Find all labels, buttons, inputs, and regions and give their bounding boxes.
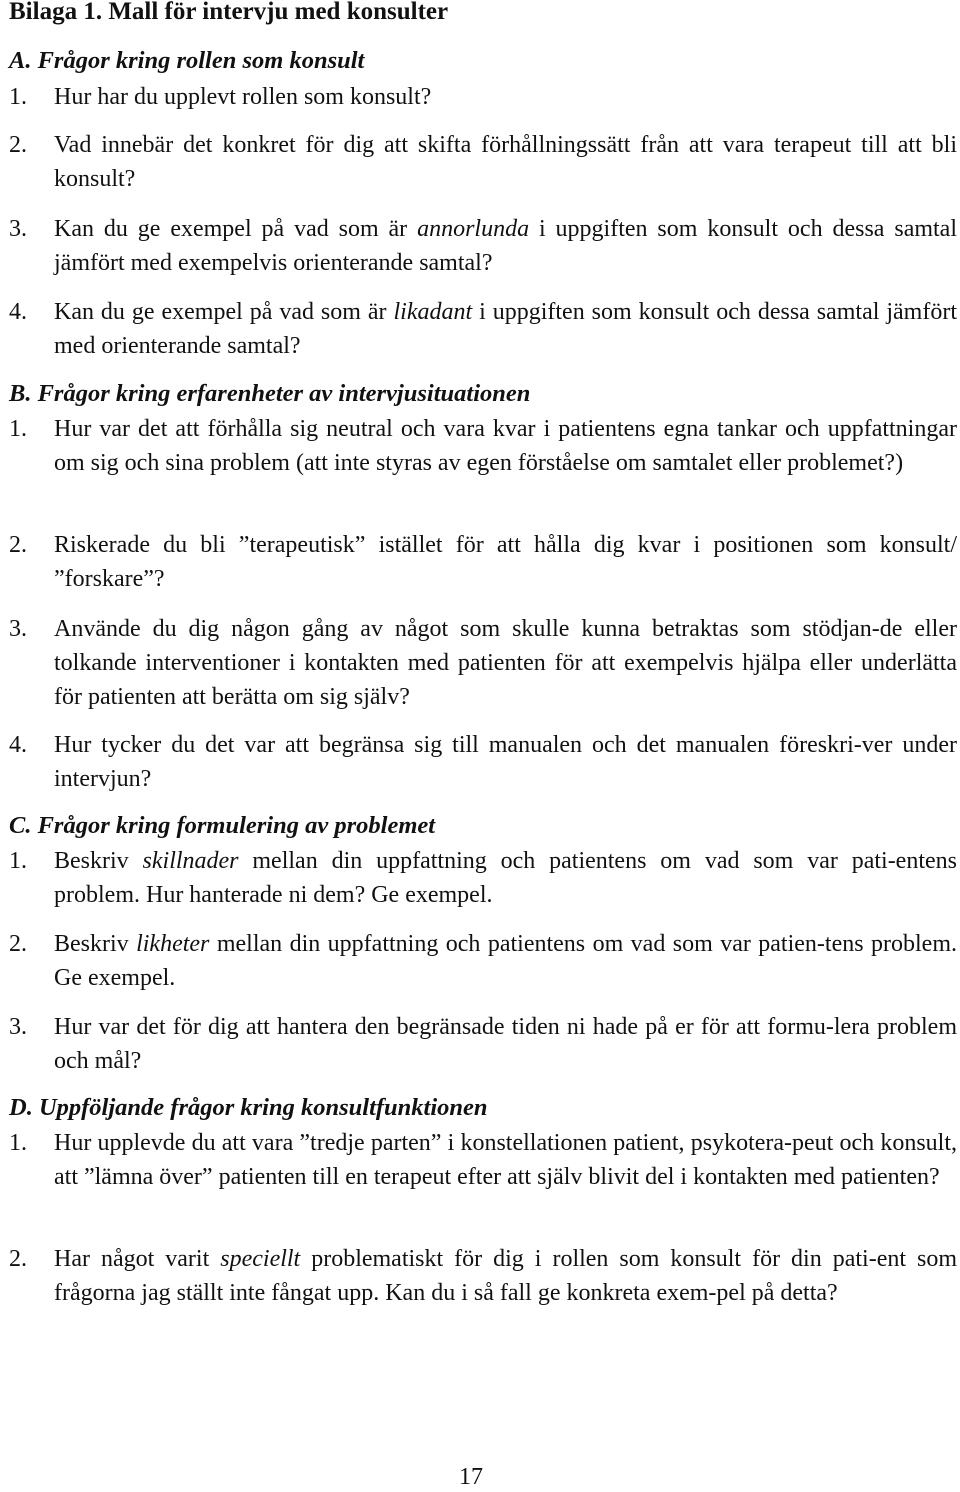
question-text: Riskerade du bli ”terapeutisk” istället för att hålla dig kvar i positionen som konsult/ ”forskare”? <box>54 532 957 592</box>
question-c2 <box>9 927 957 995</box>
text-part: mellan din uppfattning och patientens om vad som var pati-entens problem. Hur hanterade ni dem? Ge exempel. <box>54 848 957 908</box>
question-text: Hur var det för dig att hantera den begränsade tiden ni hade på er för att formu-lera problem och mål? <box>54 1014 957 1074</box>
question-b4 <box>9 728 957 796</box>
question-number: 4. <box>9 299 27 325</box>
question-text: Hur har du upplevt rollen som konsult? <box>54 84 432 110</box>
section-heading-a: A. Frågor kring rollen som konsult <box>9 47 365 74</box>
text-part: Kan du ge exempel på vad som är <box>54 299 394 325</box>
question-text <box>54 295 957 363</box>
page-number: 17 <box>459 1464 483 1490</box>
question-text <box>54 844 957 912</box>
emphasis: skillnader <box>142 848 239 874</box>
section-heading-d: D. Uppföljande frågor kring konsultfunktionen <box>9 1094 488 1121</box>
text-part: Beskriv <box>54 848 143 874</box>
section-heading-c: C. Frågor kring formulering av problemet <box>9 812 436 839</box>
question-a3 <box>9 212 957 280</box>
question-text <box>54 1242 957 1310</box>
text-part: problematiskt för dig i rollen som konsult för din pati-ent som frågorna jag ställt inte fångat upp. Kan du i så fall ge konkreta exem-pel på detta? <box>54 1246 958 1306</box>
question-number: 1. <box>9 416 27 442</box>
text-part: Beskriv <box>54 931 137 957</box>
question-c1 <box>9 844 957 912</box>
question-b1 <box>9 412 957 480</box>
document-title: Bilaga 1. Mall för intervju med konsulter <box>9 0 449 25</box>
question-text: Använde du dig någon gång av något som skulle kunna betraktas som stödjan-de eller tolkande interventioner i kontakten med patienten för att exempelvis hjälpa eller underlätta för patienten att berätta om sig själv? <box>54 616 957 710</box>
emphasis: speciellt <box>220 1246 301 1272</box>
question-text: Hur upplevde du att vara ”tredje parten” i konstellationen patient, psykotera-peut och konsult, att ”lämna över” patienten till en terapeut efter att själv blivit del i kontakten med patienten? <box>54 1130 957 1190</box>
text-part: i uppgiften som konsult och dessa samtal jämfört med exempelvis orienterande samtal? <box>54 216 957 276</box>
question-number: 1. <box>9 1130 27 1156</box>
text-part: Kan du ge exempel på vad som är <box>54 216 418 242</box>
question-number: 1. <box>9 84 27 110</box>
question-number: 2. <box>9 132 27 158</box>
question-d2 <box>9 1242 957 1310</box>
emphasis: likheter <box>136 931 210 957</box>
text-part: mellan din uppfattning och patientens om vad som var patien-tens problem. Ge exempel. <box>54 931 957 991</box>
question-text <box>54 212 957 280</box>
question-number: 3. <box>9 216 27 242</box>
question-text <box>54 927 957 995</box>
question-a1 <box>9 80 957 114</box>
question-number: 3. <box>9 616 27 642</box>
question-b3 <box>9 612 957 714</box>
question-number: 2. <box>9 931 27 957</box>
section-heading-b: B. Frågor kring erfarenheter av intervjusituationen <box>9 380 531 407</box>
question-c3 <box>9 1010 957 1078</box>
text-part: i uppgiften som konsult och dessa samtal jämfört med orienterande samtal? <box>54 299 957 359</box>
question-number: 3. <box>9 1014 27 1040</box>
question-number: 1. <box>9 848 27 874</box>
question-number: 4. <box>9 732 27 758</box>
emphasis: likadant <box>393 299 473 325</box>
question-text: Hur tycker du det var att begränsa sig till manualen och det manualen föreskri-ver under intervjun? <box>54 732 957 792</box>
question-text: Hur var det att förhålla sig neutral och vara kvar i patientens egna tankar och uppfattningar om sig och sina problem (att inte styras av egen förståelse om samtalet eller problemet?) <box>54 416 957 476</box>
question-d1 <box>9 1126 957 1194</box>
text-part: Har något varit <box>54 1246 221 1272</box>
question-number: 2. <box>9 532 27 558</box>
question-text: Vad innebär det konkret för dig att skifta förhållningssätt från att vara terapeut till att bli konsult? <box>54 132 957 192</box>
question-b2 <box>9 528 957 596</box>
emphasis: annorlunda <box>417 216 530 242</box>
question-a2 <box>9 128 957 196</box>
question-a4 <box>9 295 957 363</box>
question-number: 2. <box>9 1246 27 1272</box>
